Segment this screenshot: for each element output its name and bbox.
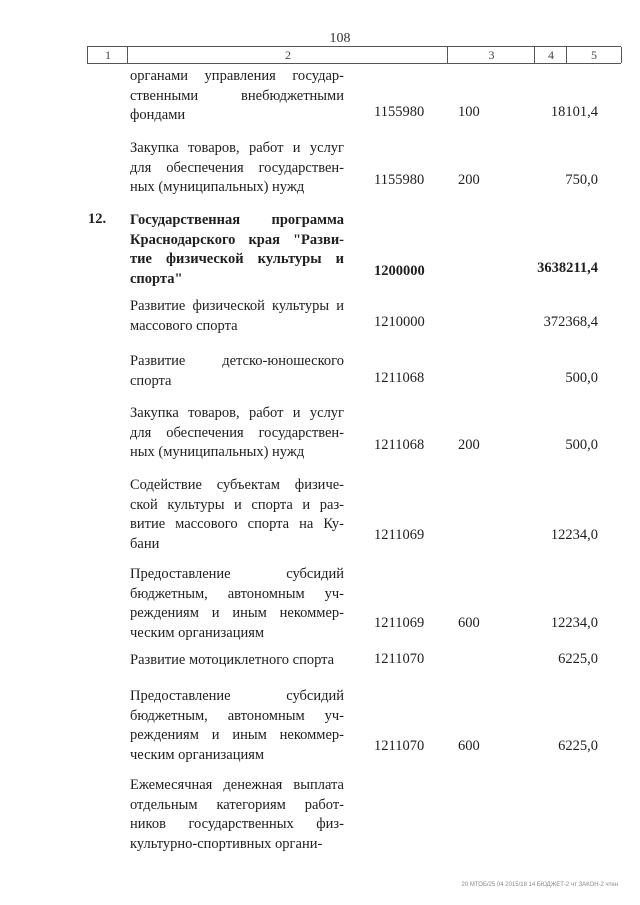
row-description: Содействие субъектам физиче-ской культуры и спорта и раз-витие массового спорта на Ку-бани — [130, 477, 344, 552]
row-description: Предоставление субсидий бюджетным, автономным уч-реждениям и иным некоммер-ческим организациям — [130, 688, 344, 763]
row-description: Закупка товаров, работ и услуг для обеспечения государствен-ных (муниципальных) нужд — [130, 140, 344, 195]
row-description: Ежемесячная денежная выплата отдельным категориям работ-ников государственных физ-культурно-спортивных органи- — [130, 777, 344, 852]
row-amount: 6225,0 — [558, 651, 598, 667]
row-code: 1155980 — [374, 172, 425, 188]
row-amount: 500,0 — [565, 370, 598, 386]
row-description: Развитие детско-юношеского спорта — [130, 353, 344, 389]
row-code: 1211070 — [374, 651, 425, 667]
row-description: Развитие физической культуры и массового спорта — [130, 298, 344, 334]
row-code: 1211068 — [374, 437, 425, 453]
row-amount: 6225,0 — [558, 738, 598, 754]
row-amount: 3638211,4 — [537, 260, 598, 276]
footer-file-stamp: 20 МТОБ/25 04 2015/18 14 БЮДЖЕТ-2 чт ЗАКОН-2 чтен — [461, 882, 618, 888]
row-expense-type: 200 — [458, 172, 480, 188]
row-code: 1210000 — [374, 314, 425, 330]
row-code: 1211069 — [374, 615, 425, 631]
row-amount: 12234,0 — [550, 527, 598, 543]
row-description: Развитие мотоциклетного спорта — [130, 652, 335, 668]
row-expense-type: 100 — [458, 104, 480, 120]
row-amount: 12234,0 — [550, 615, 598, 631]
row-amount: 372368,4 — [543, 314, 598, 330]
header-col-2: 2 — [127, 47, 448, 63]
row-expense-type: 200 — [458, 437, 480, 453]
row-code: 1211070 — [374, 738, 425, 754]
row-amount: 750,0 — [565, 172, 598, 188]
row-description: Закупка товаров, работ и услуг для обеспечения государствен-ных (муниципальных) нужд — [130, 405, 344, 460]
header-col-3: 3 — [447, 47, 535, 63]
row-code: 1211068 — [374, 370, 425, 386]
header-col-4: 4 — [534, 47, 567, 63]
header-col-1: 1 — [87, 47, 128, 63]
row-code: 1200000 — [374, 263, 425, 279]
row-expense-type: 600 — [458, 615, 480, 631]
row-description: Предоставление субсидий бюджетным, автономным уч-реждениям и иным некоммер-ческим организациям — [130, 566, 344, 641]
row-code: 1155980 — [374, 104, 425, 120]
row-number: 12. — [88, 211, 107, 227]
header-col-5: 5 — [566, 47, 622, 63]
row-amount: 18101,4 — [550, 104, 598, 120]
row-code: 1211069 — [374, 527, 425, 543]
row-description: органами управления государ-ственными внебюджетными фондами — [130, 68, 344, 123]
row-description: Государственная программа Краснодарского края "Разви-тие физической культуры и спорта" — [130, 212, 344, 287]
page-number: 108 — [329, 31, 351, 46]
table-header — [87, 46, 621, 64]
row-amount: 500,0 — [565, 437, 598, 453]
row-expense-type: 600 — [458, 738, 480, 754]
